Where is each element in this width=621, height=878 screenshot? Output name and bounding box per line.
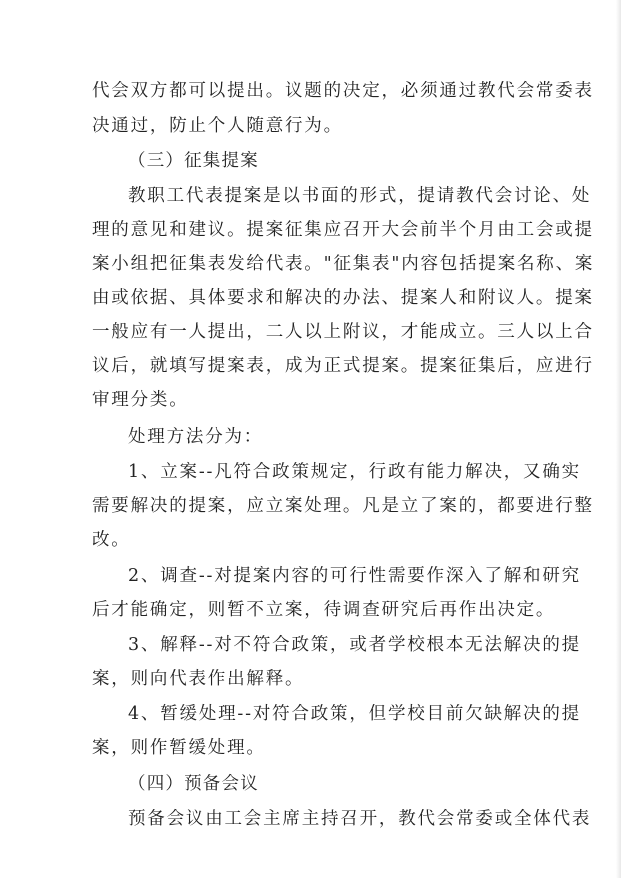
- list-item-1: 1、立案--凡符合政策规定，行政有能力解决，又确实: [128, 462, 581, 482]
- paragraph-line: 案小组把征集表发给代表。"征集表"内容包括提案名称、案: [92, 254, 595, 274]
- paragraph-line: 后才能确定，则暂不立案，待调查研究后再作出决定。: [92, 600, 556, 620]
- paragraph-line: 由或依据、具体要求和解决的办法、提案人和附议人。提案: [92, 288, 594, 308]
- paragraph-line: 审理分类。: [92, 390, 189, 410]
- list-item-4: 4、暂缓处理--对符合政策，但学校目前欠缺解决的提: [128, 704, 581, 724]
- paragraph-line: 改。: [92, 530, 131, 550]
- paragraph-line: 决通过，防止个人随意行为。: [92, 116, 343, 136]
- section-heading-3: （三）征集提案: [128, 151, 259, 171]
- section-heading-4: （四）预备会议: [128, 774, 259, 794]
- paragraph-line: 教职工代表提案是以书面的形式，提请教代会讨论、处: [128, 186, 592, 206]
- paragraph-line: 案，则作暂缓处理。: [92, 738, 266, 758]
- paragraph-line: 需要解决的提案，应立案处理。凡是立了案的，都要进行整: [92, 496, 594, 516]
- paragraph-line: 一般应有一人提出，二人以上附议，才能成立。三人以上合: [92, 322, 594, 342]
- scan-edge-shadow: [616, 0, 621, 878]
- paragraph-line: 预备会议由工会主席主持召开，教代会常委或全体代表: [128, 809, 592, 829]
- paragraph-line: 议后，就填写提案表，成为正式提案。提案征集后，应进行: [92, 356, 594, 376]
- paragraph-line: 处理方法分为：: [128, 427, 264, 447]
- paragraph-line: 代会双方都可以提出。议题的决定，必须通过教代会常委表: [92, 81, 594, 101]
- paragraph-line: 案，则向代表作出解释。: [92, 669, 305, 689]
- list-item-2: 2、调查--对提案内容的可行性需要作深入了解和研究: [128, 566, 581, 586]
- list-item-3: 3、解释--对不符合政策，或者学校根本无法解决的提: [128, 635, 581, 655]
- paragraph-line: 理的意见和建议。提案征集应召开大会前半个月由工会或提: [92, 220, 594, 240]
